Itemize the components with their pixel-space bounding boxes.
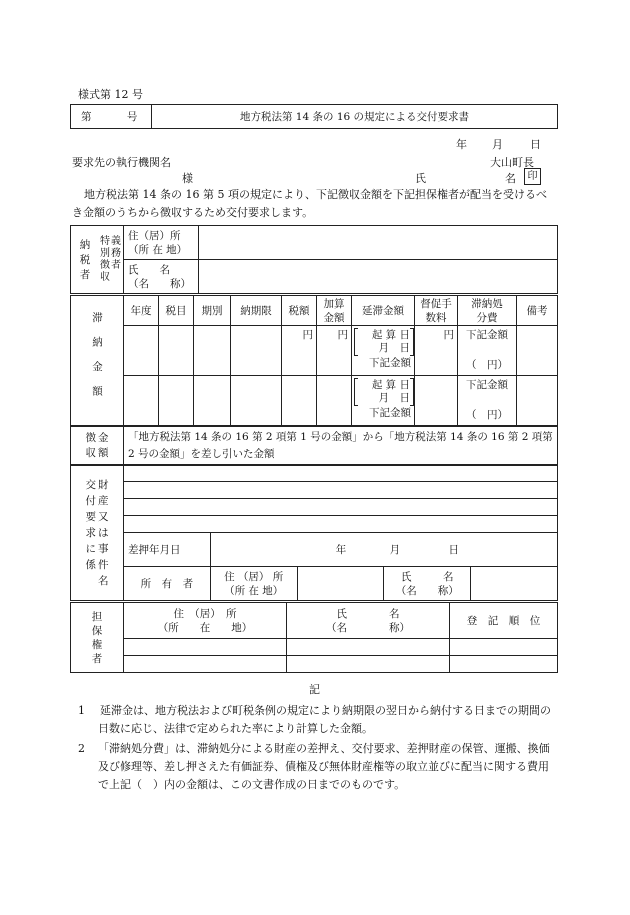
col-remarks: 備考: [517, 296, 558, 326]
security-rank-label: 登 記 順 位: [450, 603, 558, 639]
document-title: 地方税法第 14 条の 16 の規定による交付要求書: [152, 105, 558, 129]
table-row: 円 円 起 算 日 月 日 下記金額 円 下記金額 （ 円）: [71, 326, 558, 376]
table-row: 起 算 日 月 日 下記金額 下記金額 （ 円）: [71, 376, 558, 426]
taxpayer-label-cell: 納 税 者: [71, 226, 100, 294]
seizure-date-value[interactable]: 年 月 日: [210, 533, 557, 567]
collection-label: 徴 収 金 額: [71, 427, 124, 466]
security-address-label: 住 （居） 所 （所 在 地）: [124, 603, 287, 639]
document-number-cell: 第 号: [71, 105, 152, 129]
sender-shi: 氏: [415, 172, 426, 185]
late-fee-cell: 起 算 日 月 日 下記金額: [352, 376, 415, 426]
security-table: [70, 602, 558, 673]
table-row: [71, 656, 558, 673]
property-label: 交 付 要 求 に 係 財 産 又 は 事 件 名: [71, 465, 124, 601]
property-table: [70, 464, 558, 601]
note-1: 1 延滞金は、地方税法および町税条例の規定により納期限の翌日から納付する日までの期間の日数に応じ、法律で定められた率により計算した金額。: [78, 704, 551, 735]
header-table: [70, 104, 558, 129]
collection-table: [70, 426, 558, 466]
col-period: 期別: [194, 296, 231, 326]
date-month: 月: [492, 138, 503, 151]
owner-name-value[interactable]: [471, 567, 558, 601]
col-year: 年度: [124, 296, 159, 326]
col-additional: 加算金額: [317, 296, 352, 326]
taxpayer-address-label: 住（居）所 （所 在 地）: [124, 226, 199, 260]
col-tax-amount: 税額: [282, 296, 317, 326]
owner-address-label: 住 （居） 所 （所 在 地）: [210, 567, 297, 601]
taxpayer-address-value[interactable]: [199, 226, 558, 260]
recipient-label: 要求先の執行機関名: [72, 156, 171, 169]
form-number: 様式第 12 号: [78, 88, 143, 101]
col-dunning-fee: 督促手数料: [415, 296, 458, 326]
date-day: 日: [530, 138, 541, 151]
taxpayer-name-label: 氏 名 （名 称）: [124, 260, 199, 294]
table-row: [71, 639, 558, 656]
security-label: 担 保 権 者: [71, 603, 124, 673]
col-disposition-fee: 滞納処分費: [458, 296, 517, 326]
owner-name-label: 氏 名 （名 称）: [384, 567, 471, 601]
note-2: 2 「滞納処分費」は、滞納処分による財産の差押え、交付要求、差押財産の保管、運搬、換価及び修理等、差し押さえた有価証券、債権及び無体財産権等の取立並びに配当に関する費用で上記（ ）内の金額は、この文書作成の日までのものです。: [78, 742, 550, 791]
notes-title: 記: [309, 683, 320, 696]
recipient-sama: 様: [182, 172, 193, 185]
delinquent-label: 滞納金額: [71, 296, 124, 426]
owner-address-value[interactable]: [297, 567, 384, 601]
collection-text: 「地方税法第 14 条の 16 第 2 項第 1 号の金額」から「地方税法第 14 条の 16 第 2 項第 2 号の金額」を差し引いた金額: [124, 427, 558, 466]
delinquent-table: [70, 295, 558, 426]
seal-icon: 印: [524, 168, 541, 185]
col-tax-item: 税目: [159, 296, 194, 326]
sender-mei: 名: [505, 172, 516, 185]
col-late-fee: 延滞金額: [352, 296, 415, 326]
late-fee-cell: 起 算 日 月 日 下記金額: [352, 326, 415, 376]
owner-label: 所 有 者: [124, 567, 211, 601]
date-year: 年: [456, 138, 467, 151]
taxpayer-name-value[interactable]: [199, 260, 558, 294]
sender-name: 大山町長: [490, 156, 534, 169]
seizure-date-label: 差押年月日: [124, 533, 211, 567]
intro-text: 地方税法第 14 条の 16 第 5 項の規定により、下記徴収金額を下記担保権者が配当を受けるべき金額のうちから徴収するため交付要求します。: [72, 188, 547, 219]
taxpayer-table: [70, 225, 558, 294]
security-name-label: 氏 名 （名 称）: [287, 603, 450, 639]
col-due-date: 納期限: [231, 296, 282, 326]
special-collector-cell: 特 別 徴 収 義 務 者: [99, 226, 124, 294]
